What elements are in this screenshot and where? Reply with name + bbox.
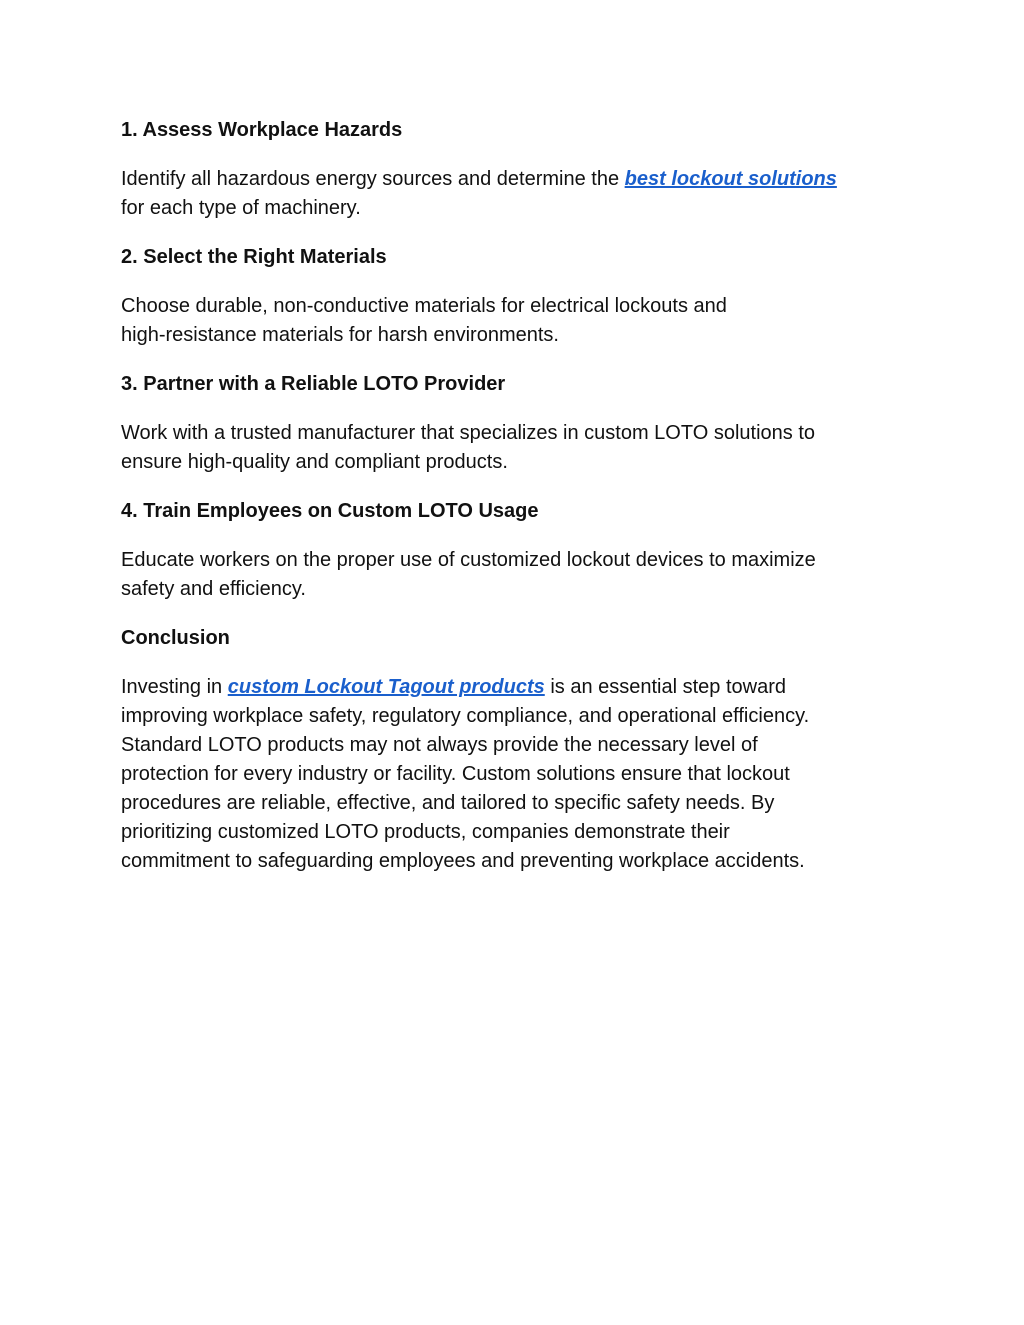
paragraph-line: safety and efficiency. <box>121 578 306 600</box>
paragraph-line: commitment to safeguarding employees and preventing workplace accidents. <box>121 850 805 872</box>
paragraph-line: Work with a trusted manufacturer that specializes in custom LOTO solutions to <box>121 422 816 444</box>
section-heading-conclusion: Conclusion <box>121 627 230 649</box>
paragraph-line <box>121 673 921 702</box>
section-paragraph-train-employees <box>121 546 921 604</box>
paragraph-line: for each type of machinery. <box>121 197 361 219</box>
text-span: is an essential step toward <box>544 676 787 698</box>
paragraph-line: prioritizing customized LOTO products, companies demonstrate their <box>121 821 730 843</box>
text-span: Investing in <box>121 676 228 698</box>
section-heading-assess-hazards: 1. Assess Workplace Hazards <box>121 119 403 141</box>
section-heading-partner-provider: 3. Partner with a Reliable LOTO Provider <box>121 373 506 395</box>
document-page <box>121 116 921 896</box>
paragraph-line <box>121 165 921 194</box>
text-span: Identify all hazardous energy sources and determine the <box>121 168 625 190</box>
section-paragraph-conclusion <box>121 673 921 876</box>
paragraph-line: Standard LOTO products may not always provide the necessary level of <box>121 734 758 756</box>
paragraph-line: procedures are reliable, effective, and tailored to specific safety needs. By <box>121 792 775 814</box>
paragraph-line: Choose durable, non-conductive materials for electrical lockouts and <box>121 295 727 317</box>
custom-lockout-tagout-products-link[interactable]: custom Lockout Tagout products <box>227 676 545 698</box>
section-paragraph-assess-hazards <box>121 165 921 223</box>
paragraph-line: improving workplace safety, regulatory compliance, and operational efficiency. <box>121 705 810 727</box>
best-lockout-solutions-link[interactable]: best lockout solutions <box>624 168 837 190</box>
paragraph-line: high-resistance materials for harsh environments. <box>121 324 559 346</box>
section-paragraph-select-materials <box>121 292 921 350</box>
section-heading-train-employees: 4. Train Employees on Custom LOTO Usage <box>121 500 539 522</box>
paragraph-line: Educate workers on the proper use of customized lockout devices to maximize <box>121 549 816 571</box>
section-paragraph-partner-provider <box>121 419 921 477</box>
paragraph-line: ensure high-quality and compliant products. <box>121 451 508 473</box>
paragraph-line: protection for every industry or facility. Custom solutions ensure that lockout <box>121 763 790 785</box>
section-heading-select-materials: 2. Select the Right Materials <box>121 246 387 268</box>
